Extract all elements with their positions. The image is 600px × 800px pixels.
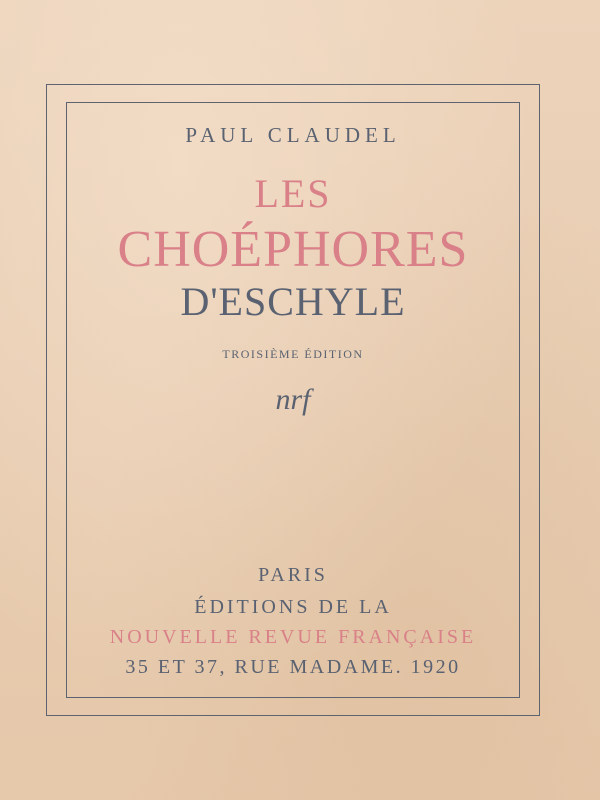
publisher-line-1: ÉDITIONS DE LA [194, 596, 392, 618]
nrf-logo: nrf [275, 383, 311, 416]
title-line-3: D'ESCHYLE [180, 279, 406, 324]
title-line-2: CHOÉPHORES [117, 221, 469, 278]
publisher-address: 35 ET 37, RUE MADAME. 1920 [125, 656, 461, 678]
title-line-1: LES [254, 171, 332, 216]
publisher-line-2: NOUVELLE REVUE FRANÇAISE [109, 626, 477, 648]
author-name: PAUL CLAUDEL [185, 123, 401, 147]
publication-city: PARIS [258, 564, 328, 586]
edition-label: TROISIÈME ÉDITION [222, 347, 364, 361]
